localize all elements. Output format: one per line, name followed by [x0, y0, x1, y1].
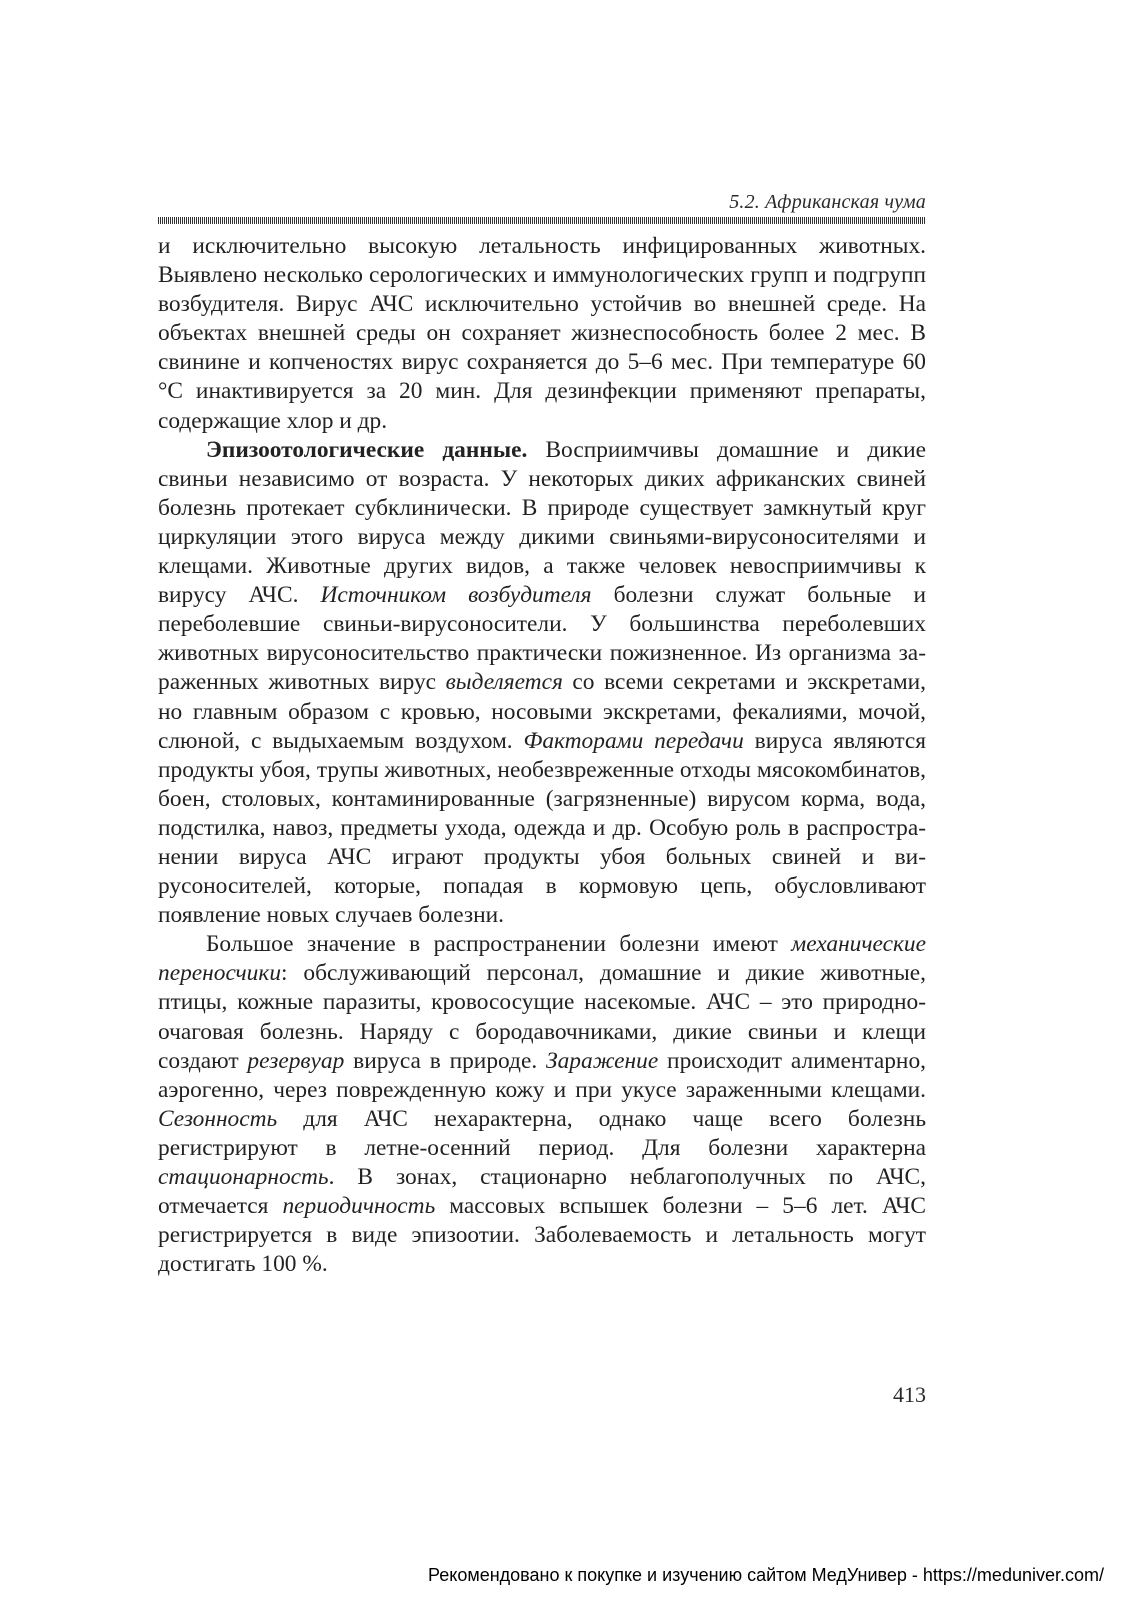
text-span: . В зонах, стационарно неблагополучных по АЧС, отмечается	[158, 1164, 926, 1220]
running-head: 5.2. Африканская чума	[729, 191, 926, 213]
emphasis: резервуар	[247, 1047, 345, 1074]
page-number: 413	[893, 1382, 926, 1407]
body-text	[158, 232, 926, 1279]
emphasis: периодичность	[282, 1193, 436, 1220]
text-span: вируса в природе.	[344, 1047, 547, 1074]
footer-recommendation: Рекомендовано к покупке и изучению сайтом МедУнивер - https://meduniver.com/	[428, 1565, 1104, 1585]
emphasis: Факторами передачи	[523, 727, 744, 754]
text-span: вируса являются продукты убоя, трупы животных, необезвреженные отходы мясокомбинатов, боен, столовых, контаминированные (загрязненные) вирусом корма, вода, подстилка, навоз, предметы ухода, одежда и др. Особую роль в распространении вируса АЧС играют продукты убоя больных свиней и вирусоносителей, которые, попадая в кормовую цепь, обусловливают появление новых случаев болезни.	[158, 727, 926, 929]
paragraph-3	[158, 930, 926, 1279]
emphasis: Заражение	[546, 1047, 659, 1074]
header-rule	[158, 217, 926, 224]
paragraph-2	[158, 436, 926, 931]
text-span: для АЧС нехарактерна, однако чаще всего болезнь регистрируют в летне-осенний период. Для болезни характерна	[158, 1105, 926, 1161]
text-span: массовых вспышек болезни – 5–6 лет. АЧС регистрируется в виде эпизоотии. Заболеваемость и летальность могут достигать 100 %.	[158, 1193, 927, 1278]
text-span: Большое значение в распространении болезни имеют	[206, 931, 792, 958]
paragraph-1: и исключительно высокую летальность инфицированных животных. Выявлено несколько серологических и иммунологических групп и подгрупп возбудителя. Вирус АЧС исключительно устойчив во внешней среде. На объектах внешней среды он сохраняет жизнеспособность более 2 мес. В свинине и копченостях вирус сохраняется до 5–6 мес. При температуре 60 °С инактивируется за 20 мин. Для дезинфекции применяют препараты, содержащие хлор и др.	[158, 233, 926, 434]
emphasis: механические переносчики	[158, 931, 926, 987]
text-span: Восприимчивы домашние и дикие свиньи независимо от возраста. У некоторых диких африканских свиней болезнь протекает субклинически. В природе существует замкнутый круг циркуляции этого вируса между дикими свиньями-вирусоносителями и клещами. Животные других видов, а также человек невосприимчивы к вирусу АЧС.	[158, 436, 926, 609]
text-span: происходит алиментарно, аэрогенно, через поврежденную кожу и при укусе зараженными клещами.	[158, 1047, 926, 1103]
emphasis: стационарность	[158, 1164, 329, 1190]
text-span: : обслуживающий персонал, домашние и дикие животные, птицы, кожные паразиты, кровососущие насекомые. АЧС – это природно-очаговая болезнь. Наряду с бородавочниками, дикие свиньи и клещи создают	[158, 960, 926, 1074]
emphasis: выделяется	[445, 669, 563, 696]
emphasis: Сезонность	[158, 1105, 278, 1132]
text-span: болезни служат больные и переболевшие свиньи-вирусоносители. У большинства переболевших животных вирусоносительство практически пожизненное. Из организма зараженных животных вирус	[158, 582, 927, 696]
text-span: со всеми секретами и экскретами, но главным образом с кровью, носовыми экскретами, фекалиями, мочой, слюной, с выдыхаемым воздухом.	[158, 669, 926, 754]
emphasis: Источником возбудителя	[320, 582, 592, 609]
section-heading: Эпизоотологические данные.	[206, 436, 528, 463]
